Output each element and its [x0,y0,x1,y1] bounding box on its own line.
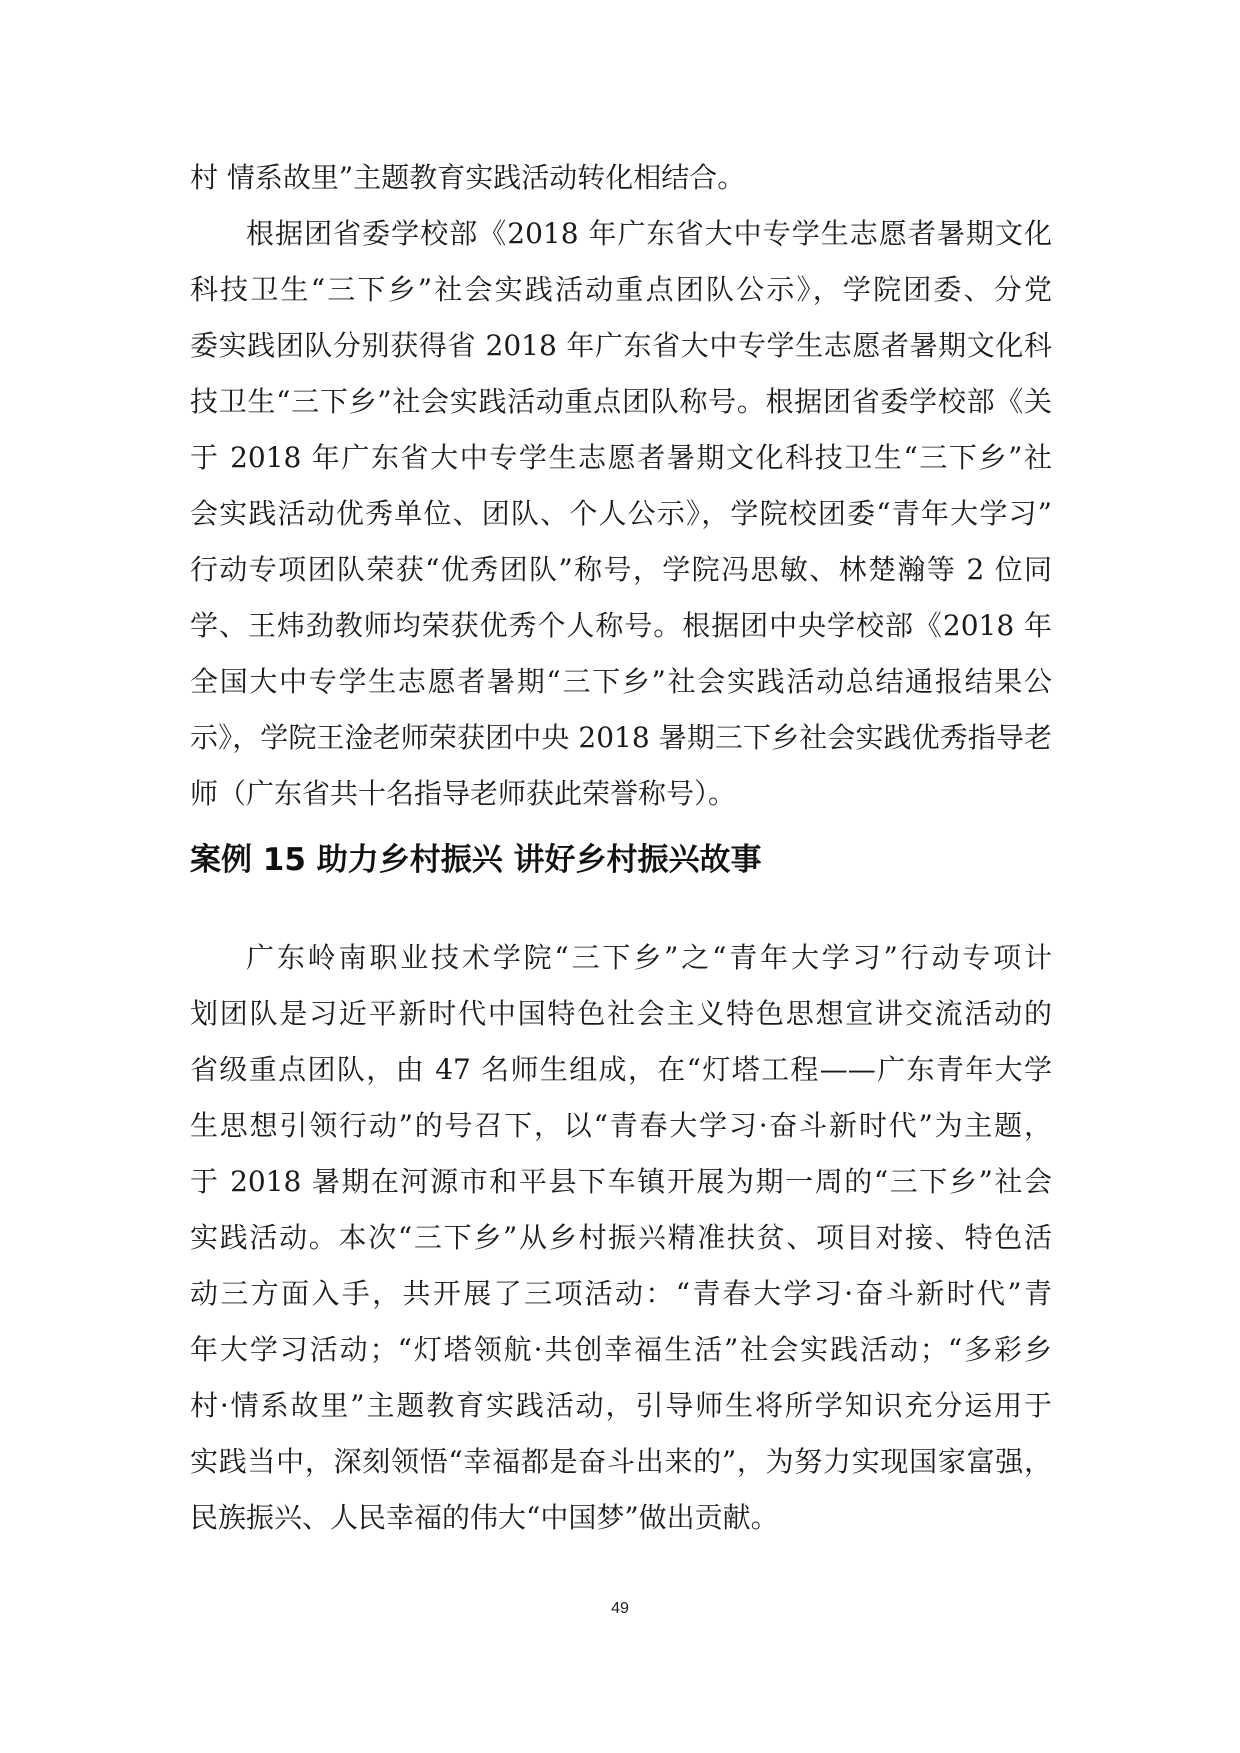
text-line: 民族振兴、人民幸福的伟大“中国梦”做出贡献。 [190,1501,779,1534]
text-line: 划团队是习近平新时代中国特色社会主义特色思想宣讲交流活动的 [190,997,1052,1030]
text-line: 学、王炜劲教师均荣获优秀个人称号。根据团中央学校部《2018 年 [190,609,1052,642]
text-line: 村 情系故里”主题教育实践活动转化相结合。 [190,161,746,194]
text-line: 实践当中，深刻领悟“幸福都是奋斗出来的”，为努力实现国家富强， [190,1445,1052,1478]
page-number: 49 [611,1600,629,1617]
text-line: 村·情系故里”主题教育实践活动，引导师生将所学知识充分运用于 [190,1389,1052,1422]
text-line: 省级重点团队，由 47 名师生组成，在“灯塔工程——广东青年大学 [190,1053,1052,1086]
text-line: 师（广东省共十名指导老师获此荣誉称号）。 [190,777,737,810]
continuation-paragraph [190,150,1052,206]
text-line: 科技卫生“三下乡”社会实践活动重点团队公示》，学院团委、分党 [190,273,1052,306]
text-line: 年大学习活动；“灯塔领航·共创幸福生活”社会实践活动；“多彩乡 [190,1333,1052,1366]
text-line: 根据团省委学校部《2018 年广东省大中专学生志愿者暑期文化 [246,217,1052,250]
case-paragraph [190,930,1052,1546]
text-line: 动三方面入手，共开展了三项活动：“青春大学习·奋斗新时代”青 [190,1277,1052,1310]
text-line: 于 2018 年广东省大中专学生志愿者暑期文化科技卫生“三下乡”社 [190,441,1052,474]
case-heading: 案例 15 助力乡村振兴 讲好乡村振兴故事 [190,842,762,878]
text-line: 会实践活动优秀单位、团队、个人公示》，学院校团委“青年大学习” [190,497,1052,530]
text-line: 技卫生“三下乡”社会实践活动重点团队称号。根据团省委学校部《关 [190,385,1052,418]
text-line: 示》，学院王淦老师荣获团中央 2018 暑期三下乡社会实践优秀指导老 [190,721,1052,754]
text-line: 实践活动。本次“三下乡”从乡村振兴精准扶贫、项目对接、特色活 [190,1221,1052,1254]
text-line: 于 2018 暑期在河源市和平县下车镇开展为期一周的“三下乡”社会 [190,1165,1052,1198]
text-line: 广东岭南职业技术学院“三下乡”之“青年大学习”行动专项计 [246,941,1052,974]
text-line: 行动专项团队荣获“优秀团队”称号，学院冯思敏、林楚瀚等 2 位同 [190,553,1052,586]
text-line: 委实践团队分别获得省 2018 年广东省大中专学生志愿者暑期文化科 [190,329,1052,362]
text-line: 生思想引领行动”的号召下，以“青春大学习·奋斗新时代”为主题， [190,1109,1052,1142]
text-line: 全国大中专学生志愿者暑期“三下乡”社会实践活动总结通报结果公 [190,665,1052,698]
awards-paragraph [190,206,1052,822]
